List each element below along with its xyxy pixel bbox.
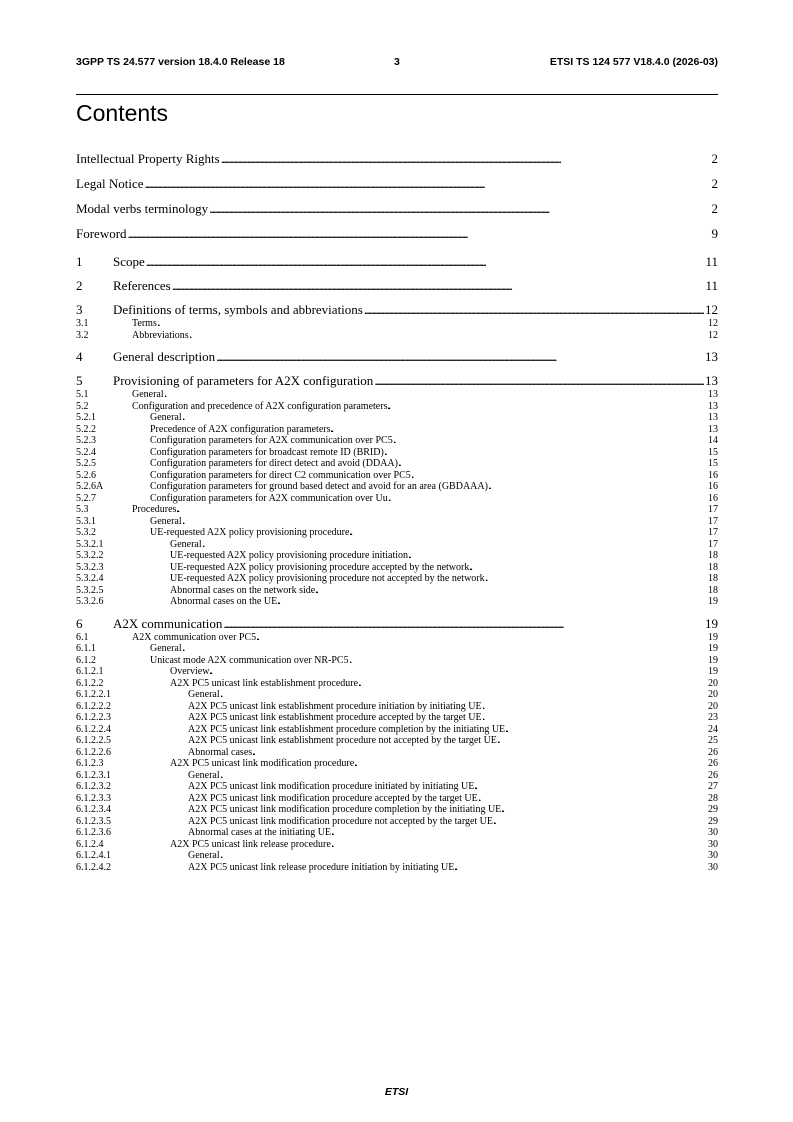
toc-entry-title: A2X PC5 unicast link modification procedure bbox=[170, 758, 355, 769]
toc-entry-number: 6.1.1 bbox=[76, 643, 96, 654]
toc-entry[interactable] bbox=[76, 747, 718, 759]
toc-entry-title: UE-requested A2X policy provisioning procedure initiation bbox=[170, 550, 409, 561]
toc-entry-number: 6.1.2.2.1 bbox=[76, 689, 111, 700]
toc-entry-page: 18 bbox=[708, 573, 718, 584]
toc-entry-title: UE-requested A2X policy provisioning procedure bbox=[150, 527, 350, 538]
toc-entry-page: 19 bbox=[705, 615, 718, 631]
toc-leader-dots bbox=[359, 678, 707, 690]
toc-leader-dots bbox=[221, 146, 711, 171]
toc-entry-page: 20 bbox=[708, 677, 718, 689]
toc-leader-dots bbox=[190, 330, 707, 342]
toc-entry-number: 5.3.1 bbox=[76, 515, 96, 527]
toc-entry-title: A2X PC5 unicast link release procedure initiation by initiating UE bbox=[188, 861, 455, 873]
toc-entry[interactable] bbox=[76, 712, 718, 724]
toc-entry[interactable] bbox=[76, 254, 718, 270]
toc-entry-page: 2 bbox=[711, 151, 718, 166]
toc-entry-title: A2X PC5 unicast link establishment procedure bbox=[170, 677, 359, 689]
toc-leader-dots bbox=[494, 816, 707, 828]
toc-entry-number: 5.3.2.2 bbox=[76, 550, 104, 561]
toc-entry-number: 2 bbox=[76, 278, 83, 293]
toc-entry-page: 15 bbox=[708, 446, 718, 458]
toc-entry-page: 30 bbox=[708, 861, 718, 873]
toc-entry[interactable] bbox=[76, 793, 718, 805]
toc-entry-title: A2X PC5 unicast link establishment procedure not accepted by the target UE bbox=[188, 735, 497, 746]
toc-entry-title: General bbox=[170, 538, 202, 550]
toc-entry-page: 14 bbox=[708, 435, 718, 446]
toc-entry[interactable] bbox=[76, 862, 718, 874]
toc-entry-title: UE-requested A2X policy provisioning procedure not accepted by the network bbox=[170, 573, 485, 584]
toc-entry[interactable] bbox=[76, 585, 718, 597]
toc-entry-number: 5.3.2.1 bbox=[76, 538, 104, 550]
toc-leader-dots bbox=[470, 562, 707, 574]
toc-entry-number: 6.1.2.3 bbox=[76, 758, 104, 769]
toc-entry[interactable] bbox=[76, 816, 718, 828]
toc-leader-dots bbox=[183, 643, 707, 655]
toc-entry-title: Configuration parameters for A2X communication over PC5 bbox=[150, 435, 393, 446]
toc-entry-page: 30 bbox=[708, 838, 718, 850]
toc-entry-title: Configuration parameters for direct detect and avoid (DDAA) bbox=[150, 458, 398, 469]
toc-leader-dots bbox=[223, 616, 704, 632]
toc-entry[interactable] bbox=[76, 196, 718, 221]
header-page-number: 3 bbox=[394, 56, 400, 68]
toc-entry-title: Abnormal cases at the initiating UE bbox=[188, 827, 332, 838]
toc-entry-title: A2X PC5 unicast link modification procedure completion by the initiating UE bbox=[188, 804, 502, 815]
toc-entry-page: 26 bbox=[708, 746, 718, 758]
toc-leader-dots bbox=[257, 632, 707, 644]
toc-entry-title: Configuration and precedence of A2X configuration parameters bbox=[132, 400, 388, 412]
toc-entry-number: 5.2.7 bbox=[76, 492, 96, 504]
toc-leader-dots bbox=[483, 701, 707, 713]
toc-entry-number: 1 bbox=[76, 254, 83, 269]
toc-entry-page: 18 bbox=[708, 584, 718, 596]
toc-entry-title: A2X PC5 unicast link modification procedure not accepted by the target UE bbox=[188, 815, 494, 827]
toc-entry-page: 19 bbox=[708, 631, 718, 643]
toc-entry[interactable] bbox=[76, 666, 718, 678]
toc-entry-title: Abnormal cases on the UE bbox=[170, 596, 278, 607]
toc-entry[interactable] bbox=[76, 701, 718, 713]
toc-leader-dots bbox=[350, 527, 707, 539]
toc-entry[interactable] bbox=[76, 678, 718, 690]
toc-entry-page: 26 bbox=[708, 769, 718, 781]
toc-entry-title: General bbox=[150, 643, 182, 654]
toc-entry-page: 16 bbox=[708, 481, 718, 492]
toc-entry[interactable] bbox=[76, 616, 718, 632]
toc-entry-number: 5.2 bbox=[76, 400, 89, 412]
toc-entry-page: 13 bbox=[708, 389, 718, 400]
toc-entry-number: 6.1.2.3.1 bbox=[76, 769, 111, 781]
toc-entry-page: 16 bbox=[708, 492, 718, 504]
toc-entry[interactable] bbox=[76, 278, 718, 294]
toc-entry-title: Terms bbox=[132, 318, 157, 329]
toc-entry-number: 6.1.2.1 bbox=[76, 666, 104, 677]
toc-leader-dots bbox=[489, 481, 707, 493]
toc-leader-dots bbox=[475, 781, 707, 793]
toc-leader-dots bbox=[278, 596, 707, 608]
toc-entry-title: A2X PC5 unicast link release procedure bbox=[170, 838, 331, 850]
toc-entry-number: 3 bbox=[76, 302, 83, 317]
toc-leader-dots bbox=[221, 770, 707, 782]
toc-entry-page: 29 bbox=[708, 815, 718, 827]
toc-entry-page: 25 bbox=[708, 735, 718, 746]
toc-entry-title: General bbox=[188, 689, 220, 700]
toc-entry-page: 19 bbox=[708, 666, 718, 677]
toc-entry-number: 5.2.2 bbox=[76, 423, 96, 435]
toc-leader-dots bbox=[145, 171, 711, 196]
toc-entry-title: A2X communication over PC5 bbox=[132, 631, 257, 643]
toc-entry-title: Abbreviations bbox=[132, 329, 189, 341]
toc-entry-page: 11 bbox=[705, 278, 718, 293]
toc-leader-dots bbox=[221, 689, 707, 701]
toc-entry-page: 9 bbox=[711, 226, 718, 241]
toc-entry-number: 6.1.2.2.6 bbox=[76, 746, 111, 758]
toc-leader-dots bbox=[412, 470, 707, 482]
toc-entry-page: 29 bbox=[708, 804, 718, 815]
toc-entry-title: Configuration parameters for A2X communication over Uu bbox=[150, 492, 388, 504]
toc-entry-number: 6.1.2.3.6 bbox=[76, 827, 111, 838]
toc-entry[interactable] bbox=[76, 655, 718, 667]
toc-entry-number: 5.3.2.6 bbox=[76, 596, 104, 607]
toc-leader-dots bbox=[355, 758, 707, 770]
page-header bbox=[76, 56, 718, 72]
toc-entry[interactable] bbox=[76, 758, 718, 770]
toc-entry-page: 12 bbox=[708, 329, 718, 341]
toc-entry-page: 13 bbox=[708, 423, 718, 435]
toc-entry[interactable] bbox=[76, 573, 718, 585]
header-etsi-reference: ETSI TS 124 577 V18.4.0 (2026-03) bbox=[549, 56, 718, 68]
toc-entry[interactable] bbox=[76, 643, 718, 655]
toc-entry-number: 6.1.2.4.2 bbox=[76, 861, 111, 873]
toc-entry-page: 2 bbox=[711, 176, 718, 191]
toc-entry-page: 17 bbox=[708, 515, 718, 527]
toc-entry-page: 30 bbox=[708, 850, 718, 861]
toc-entry-page: 30 bbox=[708, 827, 718, 838]
toc-leader-dots bbox=[483, 712, 707, 724]
toc-entry[interactable] bbox=[76, 781, 718, 793]
toc-entry-page: 18 bbox=[708, 561, 718, 573]
toc-leader-dots bbox=[172, 278, 705, 294]
toc-leader-dots bbox=[210, 666, 707, 678]
toc-entry[interactable] bbox=[76, 735, 718, 747]
toc-entry-title: A2X PC5 unicast link establishment procedure initiation by initiating UE bbox=[188, 700, 482, 712]
toc-entry[interactable] bbox=[76, 481, 718, 493]
toc-entry[interactable] bbox=[76, 470, 718, 482]
toc-entry[interactable] bbox=[76, 493, 718, 505]
toc-entry-page: 20 bbox=[708, 689, 718, 700]
toc-entry-number: 5.2.1 bbox=[76, 412, 96, 423]
toc-entry[interactable] bbox=[76, 412, 718, 424]
toc-entry[interactable] bbox=[76, 839, 718, 851]
toc-entry-page: 19 bbox=[708, 654, 718, 666]
toc-entry-page: 13 bbox=[705, 349, 718, 364]
toc-entry-number: 5.3.2.5 bbox=[76, 584, 104, 596]
toc-leader-dots bbox=[389, 493, 707, 505]
toc-entry-number: 6.1.2.3.5 bbox=[76, 815, 111, 827]
toc-leader-dots bbox=[165, 389, 707, 401]
toc-entry[interactable] bbox=[76, 516, 718, 528]
toc-entry[interactable] bbox=[76, 527, 718, 539]
toc-leader-dots bbox=[374, 373, 704, 389]
toc-entry[interactable] bbox=[76, 827, 718, 839]
toc-entry-title: A2X PC5 unicast link establishment procedure accepted by the target UE bbox=[188, 712, 482, 723]
toc-entry-number: 6.1.2.4.1 bbox=[76, 850, 111, 861]
toc-entry-page: 17 bbox=[708, 504, 718, 515]
toc-entry-number: 5.3.2 bbox=[76, 527, 96, 538]
toc-entry-title: Abnormal cases on the network side bbox=[170, 584, 316, 596]
toc-entry-number: 6.1.2.2.3 bbox=[76, 712, 111, 723]
toc-entry[interactable] bbox=[76, 221, 718, 246]
toc-entry[interactable] bbox=[76, 171, 718, 196]
toc-leader-dots bbox=[183, 516, 707, 528]
toc-entry-page: 23 bbox=[708, 712, 718, 723]
toc-entry[interactable] bbox=[76, 330, 718, 342]
toc-leader-dots bbox=[158, 318, 707, 330]
toc-entry-number: 5.2.6 bbox=[76, 469, 96, 481]
toc-entry[interactable] bbox=[76, 401, 718, 413]
toc-entry-title: Procedures bbox=[132, 504, 177, 515]
toc-entry-title: Foreword bbox=[76, 226, 127, 241]
toc-entry[interactable] bbox=[76, 318, 718, 330]
toc-leader-dots bbox=[350, 655, 707, 667]
toc-entry-page: 24 bbox=[708, 723, 718, 735]
toc-entry[interactable] bbox=[76, 562, 718, 574]
toc-entry-title: General bbox=[150, 515, 182, 527]
toc-entry-title: Intellectual Property Rights bbox=[76, 151, 220, 166]
toc-entry-title: Provisioning of parameters for A2X configuration bbox=[113, 373, 374, 388]
toc-entry-number: 6.1.2.3.4 bbox=[76, 804, 111, 815]
toc-entry-page: 19 bbox=[708, 643, 718, 654]
toc-leader-dots bbox=[331, 424, 707, 436]
toc-entry-page: 19 bbox=[708, 596, 718, 607]
toc-leader-dots bbox=[399, 458, 707, 470]
toc-entry-title: Overview bbox=[170, 666, 210, 677]
toc-entry-number: 3.1 bbox=[76, 318, 89, 329]
toc-entry[interactable] bbox=[76, 539, 718, 551]
toc-entry[interactable] bbox=[76, 804, 718, 816]
toc-leader-dots bbox=[316, 585, 707, 597]
toc-entry-number: 3.2 bbox=[76, 329, 89, 341]
toc-entry-page: 17 bbox=[708, 527, 718, 538]
toc-leader-dots bbox=[455, 862, 707, 874]
toc-leader-dots bbox=[209, 196, 710, 221]
toc-leader-dots bbox=[364, 302, 704, 318]
toc-entry-title: Modal verbs terminology bbox=[76, 201, 209, 216]
toc-entry-page: 13 bbox=[708, 400, 718, 412]
toc-entry-title: A2X PC5 unicast link modification procedure accepted by the target UE bbox=[188, 792, 478, 804]
toc-entry[interactable] bbox=[76, 447, 718, 459]
toc-entry-number: 6.1.2.3.3 bbox=[76, 792, 111, 804]
toc-entry[interactable] bbox=[76, 724, 718, 736]
toc-entry-number: 5.2.4 bbox=[76, 446, 96, 458]
toc-leader-dots bbox=[146, 254, 705, 270]
toc-entry[interactable] bbox=[76, 689, 718, 701]
toc-entry[interactable] bbox=[76, 424, 718, 436]
toc-leader-dots bbox=[183, 412, 707, 424]
toc-entry-title: UE-requested A2X policy provisioning procedure accepted by the network bbox=[170, 561, 470, 573]
toc-entry-title: Abnormal cases bbox=[188, 746, 253, 758]
toc-entry-page: 2 bbox=[711, 201, 718, 216]
toc-entry[interactable] bbox=[76, 349, 718, 365]
toc-leader-dots bbox=[388, 401, 707, 413]
toc-entry-title: Precedence of A2X configuration parameters bbox=[150, 423, 331, 435]
toc-leader-dots bbox=[177, 504, 707, 516]
toc-entry-number: 5.3.2.3 bbox=[76, 561, 104, 573]
toc-leader-dots bbox=[409, 550, 707, 562]
toc-entry-page: 12 bbox=[705, 302, 718, 317]
toc-entry-title: Definitions of terms, symbols and abbreviations bbox=[113, 302, 363, 317]
toc-leader-dots bbox=[502, 804, 707, 816]
toc-entry-title: A2X PC5 unicast link establishment procedure completion by the initiating UE bbox=[188, 723, 506, 735]
toc-entry-number: 5.2.5 bbox=[76, 458, 96, 469]
toc-entry-page: 27 bbox=[708, 781, 718, 792]
toc-entry-number: 5 bbox=[76, 373, 83, 388]
toc-entry[interactable] bbox=[76, 389, 718, 401]
toc-entry-number: 6 bbox=[76, 615, 83, 631]
toc-entry-number: 6.1.2.2 bbox=[76, 677, 104, 689]
header-rule bbox=[76, 94, 718, 95]
toc-entry-title: Unicast mode A2X communication over NR-PC5 bbox=[150, 654, 349, 666]
toc-leader-dots bbox=[221, 850, 707, 862]
toc-entry-title: General bbox=[188, 769, 220, 781]
toc-leader-dots bbox=[216, 349, 704, 365]
toc-leader-dots bbox=[203, 539, 707, 551]
toc-entry-number: 5.2.3 bbox=[76, 435, 96, 446]
toc-entry-page: 16 bbox=[708, 469, 718, 481]
toc-entry-page: 26 bbox=[708, 758, 718, 769]
toc-entry[interactable] bbox=[76, 632, 718, 644]
toc-entry-number: 6.1.2 bbox=[76, 654, 96, 666]
toc-entry-number: 5.3 bbox=[76, 504, 89, 515]
toc-entry-number: 6.1.2.2.2 bbox=[76, 700, 111, 712]
toc-entry-number: 6.1.2.2.4 bbox=[76, 723, 111, 735]
toc-entry-page: 11 bbox=[705, 254, 718, 269]
toc-entry[interactable] bbox=[76, 504, 718, 516]
toc-entry-title: Configuration parameters for broadcast remote ID (BRID) bbox=[150, 446, 384, 458]
toc-entry-title: Configuration parameters for direct C2 communication over PC5 bbox=[150, 469, 411, 481]
toc-entry-page: 18 bbox=[708, 550, 718, 561]
toc-leader-dots bbox=[128, 221, 711, 246]
toc-entry-title: A2X communication bbox=[113, 615, 223, 631]
toc-entry-title: Scope bbox=[113, 254, 145, 269]
toc-leader-dots bbox=[385, 447, 707, 459]
toc-entry-page: 13 bbox=[705, 373, 718, 388]
toc-entry[interactable] bbox=[76, 596, 718, 608]
toc-entry-number: 6.1.2.2.5 bbox=[76, 735, 111, 746]
toc-entry-page: 17 bbox=[708, 538, 718, 550]
toc-entry[interactable] bbox=[76, 850, 718, 862]
table-of-contents bbox=[76, 146, 718, 873]
toc-entry-number: 6.1 bbox=[76, 631, 89, 643]
toc-entry-number: 6.1.2.3.2 bbox=[76, 781, 111, 792]
toc-entry-title: Configuration parameters for ground based detect and avoid for an area (GBDAAA) bbox=[150, 481, 488, 492]
toc-leader-dots bbox=[253, 747, 707, 759]
toc-entry-number: 6.1.2.4 bbox=[76, 838, 104, 850]
toc-entry-number: 5.2.6A bbox=[76, 481, 104, 492]
toc-entry-number: 5.3.2.4 bbox=[76, 573, 104, 584]
toc-entry-title: Legal Notice bbox=[76, 176, 144, 191]
toc-entry-title: General bbox=[132, 389, 164, 400]
toc-entry-title: General bbox=[150, 412, 182, 423]
toc-entry-title: General bbox=[188, 850, 220, 861]
toc-entry[interactable] bbox=[76, 302, 718, 318]
toc-entry-page: 28 bbox=[708, 792, 718, 804]
toc-entry[interactable] bbox=[76, 373, 718, 389]
toc-entry[interactable] bbox=[76, 146, 718, 171]
toc-leader-dots bbox=[394, 435, 707, 447]
toc-entry-page: 12 bbox=[708, 318, 718, 329]
page-footer: ETSI bbox=[384, 1086, 409, 1098]
toc-leader-dots bbox=[479, 793, 707, 805]
toc-entry[interactable] bbox=[76, 458, 718, 470]
page-title: Contents bbox=[76, 100, 169, 126]
toc-entry[interactable] bbox=[76, 435, 718, 447]
toc-entry-page: 20 bbox=[708, 700, 718, 712]
toc-leader-dots bbox=[332, 827, 707, 839]
header-spec-version: 3GPP TS 24.577 version 18.4.0 Release 18 bbox=[76, 56, 285, 68]
toc-entry-title: A2X PC5 unicast link modification procedure initiated by initiating UE bbox=[188, 781, 475, 792]
toc-entry[interactable] bbox=[76, 770, 718, 782]
toc-leader-dots bbox=[506, 724, 707, 736]
toc-leader-dots bbox=[486, 573, 707, 585]
toc-entry-number: 5.1 bbox=[76, 389, 89, 400]
toc-entry-number: 4 bbox=[76, 349, 83, 364]
toc-leader-dots bbox=[498, 735, 707, 747]
toc-entry[interactable] bbox=[76, 550, 718, 562]
toc-entry-title: General description bbox=[113, 349, 216, 364]
toc-entry-page: 15 bbox=[708, 458, 718, 469]
toc-entry-page: 13 bbox=[708, 412, 718, 423]
toc-leader-dots bbox=[332, 839, 707, 851]
toc-entry-title: References bbox=[113, 278, 171, 293]
